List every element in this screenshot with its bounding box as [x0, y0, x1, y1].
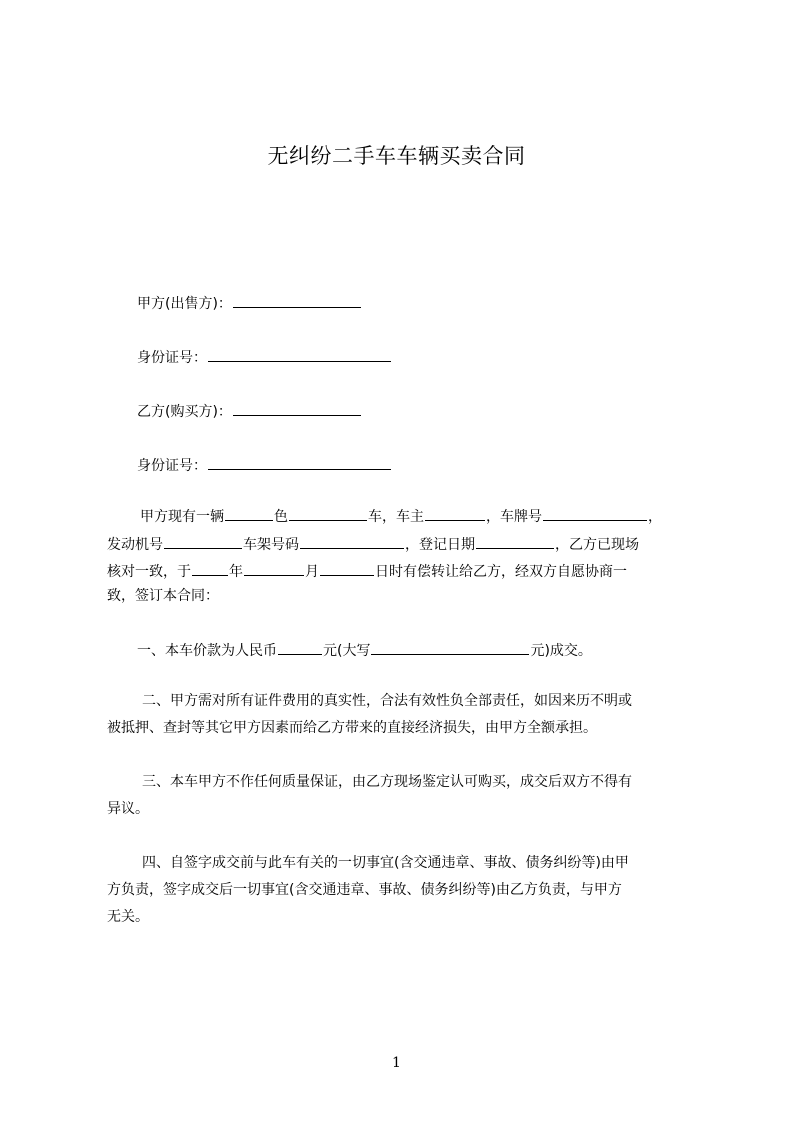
intro-text: 车架号码 [243, 537, 299, 553]
intro-line-2 [107, 533, 639, 555]
seller-label: 甲方(出售方)： [137, 296, 232, 312]
clause-2-line-2: 被抵押、查封等其它甲方因素而给乙方带来的直接经济损失，由甲方全额承担。 [107, 720, 597, 736]
clause-text: 元(大写 [323, 643, 371, 659]
clause-text: 一、本车价款为人民币 [137, 643, 277, 659]
color-blank[interactable] [225, 505, 273, 521]
intro-text: 核对一致，于 [107, 564, 191, 580]
buyer-label: 乙方(购买方)： [137, 404, 232, 420]
intro-line-4: 致，签订本合同： [107, 588, 219, 604]
intro-text: 日时有偿转让给乙方，经双方自愿协商一 [375, 564, 627, 580]
intro-text: 年 [229, 564, 243, 580]
vehicle-type-blank[interactable] [289, 505, 367, 521]
buyer-field [137, 400, 362, 422]
page-number: 1 [392, 1055, 401, 1071]
buyer-blank[interactable] [233, 400, 361, 416]
clause-4-line-1: 四、自签字成交前与此车有关的一切事宜(含交通违章、事故、债务纠纷等)由甲 [142, 855, 629, 871]
buyer-id-field [137, 454, 392, 476]
intro-line-3 [107, 560, 627, 582]
engine-number-blank[interactable] [164, 533, 242, 549]
clause-4-line-3: 无关。 [107, 909, 149, 925]
price-in-words-blank[interactable] [371, 639, 529, 655]
intro-line-1 [140, 505, 662, 527]
seller-field [137, 292, 362, 314]
clause-text: 元)成交。 [530, 643, 592, 659]
intro-text: 甲方现有一辆 [140, 509, 224, 525]
seller-blank[interactable] [233, 292, 361, 308]
registration-date-blank[interactable] [476, 533, 554, 549]
intro-text: 车，车主 [368, 509, 424, 525]
contract-title: 无纠纷二手车车辆买卖合同 [267, 144, 526, 168]
seller-id-field [137, 346, 392, 368]
clause-4-line-2: 方负责，签字成交后一切事宜(含交通违章、事故、债务纠纷等)由乙方负责，与甲方 [107, 882, 622, 898]
intro-text: 月 [305, 564, 319, 580]
intro-text: ，车牌号 [486, 509, 542, 525]
clause-3-line-1: 三、本车甲方不作任何质量保证，由乙方现场鉴定认可购买，成交后双方不得有 [142, 774, 632, 790]
seller-id-blank[interactable] [208, 346, 391, 362]
clause-3-line-2: 异议。 [107, 801, 149, 817]
month-blank[interactable] [244, 560, 304, 576]
buyer-id-blank[interactable] [208, 454, 391, 470]
price-blank[interactable] [278, 639, 322, 655]
clause-2-line-1: 二、甲方需对所有证件费用的真实性，合法有效性负全部责任，如因来历不明或 [142, 693, 632, 709]
intro-text: ，乙方已现场 [555, 537, 639, 553]
day-blank[interactable] [320, 560, 374, 576]
intro-text: 发动机号 [107, 537, 163, 553]
plate-number-blank[interactable] [543, 505, 647, 521]
seller-id-label: 身份证号： [137, 350, 207, 366]
intro-text: 色 [274, 509, 288, 525]
owner-blank[interactable] [425, 505, 485, 521]
year-blank[interactable] [192, 560, 228, 576]
vin-blank[interactable] [300, 533, 404, 549]
buyer-id-label: 身份证号： [137, 458, 207, 474]
clause-1 [137, 639, 592, 661]
intro-text: ， [648, 509, 662, 525]
intro-text: ，登记日期 [405, 537, 475, 553]
